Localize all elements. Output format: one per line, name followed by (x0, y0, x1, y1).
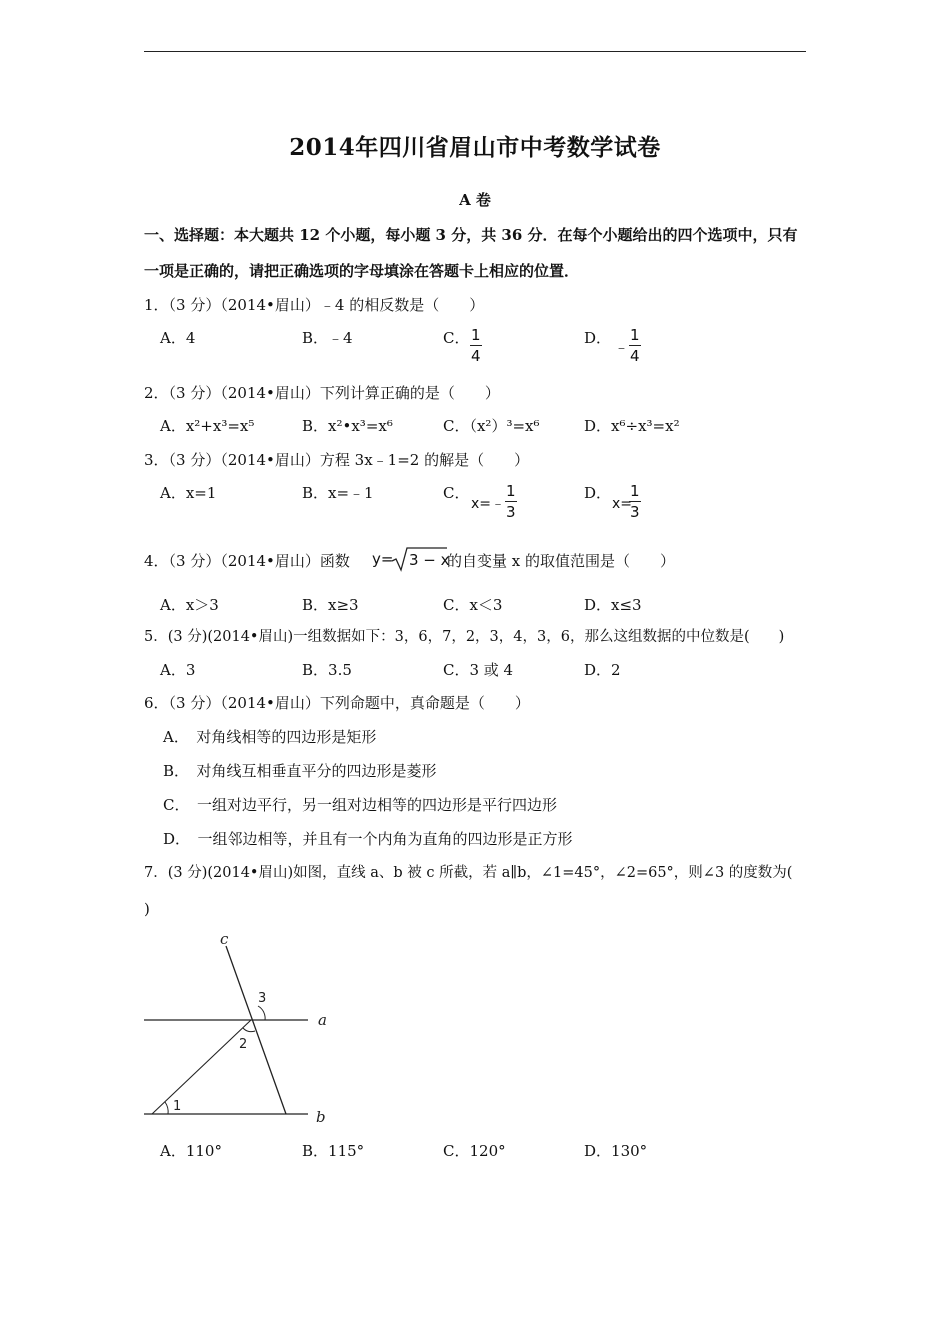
section-instructions-line2: 一项是正确的，请把正确选项的字母填涂在答题卡上相应的位置． (144, 262, 580, 280)
q3-option-d-label: D． (584, 484, 612, 502)
q6-option-b: B． 对角线互相垂直平分的四边形是菱形 (163, 762, 437, 780)
fraction-denominator: 3 (506, 503, 516, 521)
volume-heading: A 卷 (459, 191, 491, 209)
q2-option-b: B．x²•x³=x⁶ (302, 417, 393, 435)
angle-1-arc (165, 1102, 168, 1114)
q4-option-a: A．x＞3 (160, 596, 219, 614)
question-3-stem: 3．（3 分）（2014•眉山）方程 3x﹣1=2 的解是（ ） (144, 451, 530, 469)
q4-formula-radicand: 3 − x (409, 551, 450, 569)
fraction-denominator: 3 (630, 503, 640, 521)
label-c: c (220, 930, 229, 948)
label-angle-3: 3 (258, 991, 267, 1006)
q4-option-d: D．x≤3 (584, 596, 642, 614)
q7-option-c: C．120° (443, 1142, 506, 1160)
q4-option-c: C．x＜3 (443, 596, 503, 614)
q3-option-a: A．x=1 (160, 484, 217, 502)
q1-option-a: A．4 (160, 329, 196, 347)
q5-option-c: C．3 或 4 (443, 661, 514, 679)
q1-option-c-fraction (470, 328, 482, 364)
q5-option-a: A．3 (160, 661, 196, 679)
angle-3-arc (258, 1006, 265, 1020)
fraction-denominator: 4 (630, 347, 640, 365)
q3-option-c-prefix: x=﹣ (471, 496, 506, 512)
q1-option-d-sign: ﹣ (614, 338, 630, 356)
question-1-stem: 1．（3 分）（2014•眉山）﹣4 的相反数是（ ） (144, 296, 485, 314)
q3-option-d-fraction (629, 484, 641, 520)
question-7-stem: 7．(3 分)(2014•眉山)如图，直线 a、b 被 c 所截，若 a∥b，∠1=45°，∠2=65°，则∠3 的度数为( (144, 865, 793, 881)
label-angle-1: 1 (173, 1099, 182, 1114)
fraction-numerator: 1 (630, 326, 640, 344)
q6-option-d: D． 一组邻边相等，并且有一个内角为直角的四边形是正方形 (163, 830, 573, 848)
angle-2-arc (243, 1028, 255, 1032)
fraction-denominator: 4 (471, 347, 481, 365)
q3-option-c-label: C． (443, 484, 470, 502)
section-instructions-line1: 一、选择题：本大题共 12 个小题，每小题 3 分，共 36 分．在每个小题给出的四个选项中，只有 (144, 226, 798, 244)
q3-option-c-fraction (505, 484, 517, 520)
q1-option-b: B．﹣4 (302, 329, 353, 347)
q1-option-d-label: D． (584, 329, 612, 347)
q7-option-a: A．110° (160, 1142, 222, 1160)
q6-option-c: C． 一组对边平行，另一组对边相等的四边形是平行四边形 (163, 796, 557, 814)
q4-option-b: B．x≥3 (302, 596, 359, 614)
fraction-numerator: 1 (630, 482, 640, 500)
q7-option-d: D．130° (584, 1142, 648, 1160)
question-2-stem: 2．（3 分）（2014•眉山）下列计算正确的是（ ） (144, 384, 500, 402)
label-angle-2: 2 (239, 1037, 248, 1052)
q7-geometry-figure (140, 930, 340, 1130)
q1-option-d-fraction (629, 328, 641, 364)
q2-option-d: D．x⁶÷x³=x² (584, 417, 680, 435)
fraction-numerator: 1 (471, 326, 481, 344)
q7-option-b: B．115° (302, 1142, 365, 1160)
q6-option-a: A． 对角线相等的四边形是矩形 (163, 728, 377, 746)
page-title: 2014年四川省眉山市中考数学试卷 (289, 134, 661, 161)
line-c (226, 946, 286, 1114)
question-4-stem-post: 的自变量 x 的取值范围是（ ） (447, 552, 675, 570)
slanted-segment (152, 1020, 251, 1114)
question-4-stem-pre: 4．（3 分）（2014•眉山）函数 (144, 552, 350, 570)
q1-option-c-label: C． (443, 329, 470, 347)
q2-option-c: C．（x²）³=x⁶ (443, 417, 540, 435)
question-7-stem-line2: ) (144, 900, 150, 918)
label-b: b (316, 1108, 326, 1126)
q2-option-a: A．x²+x³=x⁵ (160, 417, 255, 435)
question-6-stem: 6．（3 分）（2014•眉山）下列命题中，真命题是（ ） (144, 694, 530, 712)
q3-option-d-prefix: x= (612, 496, 633, 512)
q5-option-d: D．2 (584, 661, 621, 679)
q5-option-b: B．3.5 (302, 661, 352, 679)
header-rule (144, 51, 806, 52)
fraction-numerator: 1 (506, 482, 516, 500)
question-5-stem: 5．(3 分)(2014•眉山)一组数据如下：3，6，7，2，3，4，3，6，那么这组数据的中位数是( ) (144, 629, 785, 645)
label-a: a (318, 1011, 327, 1029)
q4-formula-lhs: y= (372, 550, 394, 568)
q3-option-b: B．x=﹣1 (302, 484, 374, 502)
